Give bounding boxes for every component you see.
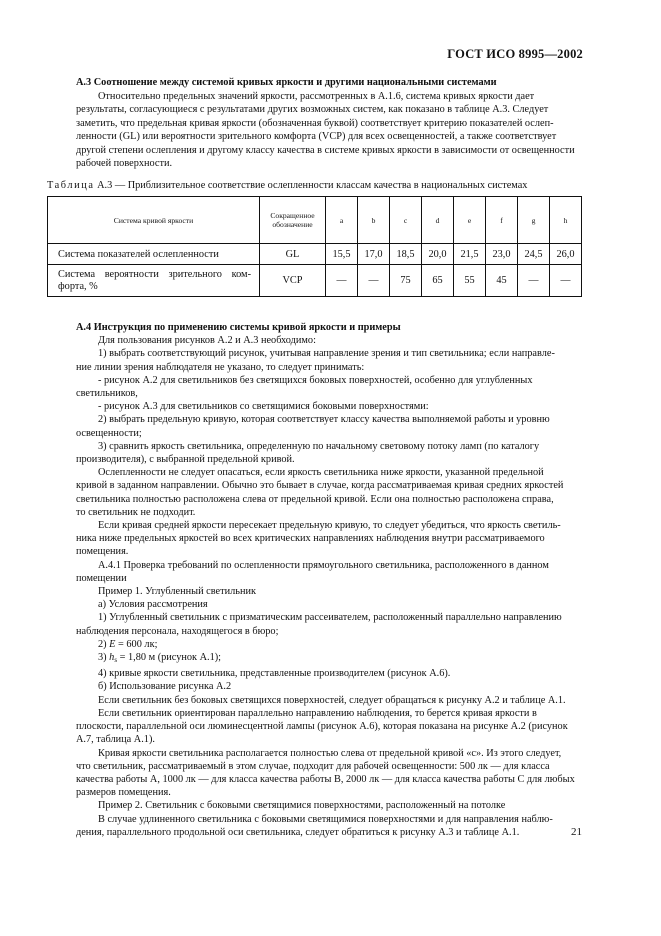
standard-header: ГОСТ ИСО 8995—2002 [447, 47, 583, 61]
text-line: помещения. [76, 546, 129, 558]
table-cell: — [326, 265, 358, 297]
table-cell: — [550, 265, 582, 297]
section-a3-heading: А.3 Соотношение между системой кривых яркости и другими национальными системами [76, 77, 497, 88]
table-caption [47, 180, 587, 191]
text-line: дения, параллельного продольной оси светильника, следует обратиться к рисунку А.3 и таблице А.1. [76, 826, 520, 838]
text-line: плоскости, параллельной оси люминесцентной лампы (рисунок А.6), которая показана на рисунке А.2 (рисунок [76, 721, 568, 733]
table-cell: 75 [390, 265, 422, 297]
text-line: результаты, согласующиеся с результатами других возможных систем, как показано в таблице А.3. Следует [76, 104, 549, 115]
text-line [76, 651, 583, 667]
table-cell: 17,0 [358, 244, 390, 265]
table-cell: 45 [486, 265, 518, 297]
text-line: 2) выбрать предельную кривую, которая соответствует классу качества выполняемой работы и уровню [98, 414, 550, 426]
row-abbr: GL [260, 244, 326, 265]
text-line: Ослепленности не следует опасаться, если яркость светильника ниже яркости, указанной предельной [98, 467, 544, 479]
table-cell: 15,5 [326, 244, 358, 265]
section-a4 [76, 321, 583, 839]
header-class: h [550, 197, 582, 244]
text-line: размеров помещения. [76, 787, 171, 799]
row-system: Система вероятности зрительного ком-форта, % [48, 265, 260, 297]
text-line: - рисунок А.2 для светильников без светящихся боковых поверхностей, особенно для углубленных [98, 374, 533, 386]
table-cell: 65 [422, 265, 454, 297]
text-line: светильников, [76, 388, 138, 400]
text-line: А.7, таблица А.1). [76, 734, 155, 746]
header-class: b [358, 197, 390, 244]
text-line: - рисунок А.3 для светильников со светящимися боковыми поверхностями: [98, 401, 429, 413]
variable-h: h [109, 652, 115, 664]
text-line: наблюдения персонала, находящегося в бюро; [76, 625, 279, 637]
text-line: 1) выбрать соответствующий рисунок, учитывая направление зрения и тип светильника; если направле- [98, 348, 555, 360]
table-cell: 55 [454, 265, 486, 297]
text-line: заметить, что предельная кривая яркости (обозначенная буквой) соответствует критерию показателей ослеп- [76, 117, 554, 129]
luminance-table [47, 196, 582, 297]
text-line: ленности (GL) или вероятности зрительного комфорта (VCP) для всех освещенностей, а также соответствует [76, 131, 557, 142]
header-class: f [486, 197, 518, 244]
text-fragment: = 600 лк; [118, 638, 158, 650]
text-line: Для пользования рисунков А.2 и А.3 необходимо: [98, 335, 316, 347]
text-fragment: 2) [98, 638, 107, 650]
text-line: Если кривая средней яркости пересекает предельную кривую, то следует убедиться, что яркость светиль- [98, 520, 561, 532]
row-abbr: VCP [260, 265, 326, 297]
header-system: Система кривой яркости [48, 197, 260, 244]
table-cell: 23,0 [486, 244, 518, 265]
table-cell: — [518, 265, 550, 297]
text-line: а) Условия рассмотрения [98, 599, 208, 611]
text-line: производителя), с выбранной предельной кривой. [76, 454, 295, 466]
table-caption-text: А.3 — Приблизительное соответствие ослепленности классам качества в национальных системах [97, 180, 528, 191]
text-line: качества работы А, 1000 лк — для класса качества работы В, 2000 лк — для класса качества работы С для любых [76, 773, 575, 785]
variable-e: E [109, 638, 116, 650]
section-a3 [76, 76, 583, 171]
text-line: помещении [76, 572, 127, 584]
text-line: что светильник, рассматриваемый в этом случае, подходит для рабочей освещенности: 500 лк — для класса [76, 760, 550, 772]
text-line: б) Использование рисунка А.2 [98, 681, 232, 693]
text-line: светильника полностью расположена слева от предельной кривой. Если она полностью расположена справа, [76, 493, 554, 505]
text-line: 4) кривые яркости светильника, представленные производителем (рисунок А.6). [98, 668, 451, 680]
header-class: d [422, 197, 454, 244]
text-line: 1) Углубленный светильник с призматическим рассеивателем, расположенный параллельно направлению [98, 612, 562, 624]
table-cell: 20,0 [422, 244, 454, 265]
table-cell: 21,5 [454, 244, 486, 265]
text-line: Кривая яркости светильника располагается полностью слева от предельной кривой «с». Из этого следует, [98, 747, 562, 759]
table-row [48, 265, 582, 297]
header-class: c [390, 197, 422, 244]
text-line: В случае удлиненного светильника с боковыми светящимися поверхностями и для направления наблю- [98, 813, 553, 825]
text-fragment: 3) [98, 652, 107, 664]
table-cell: 24,5 [518, 244, 550, 265]
text-line: 3) сравнить яркость светильника, определенную по начальному световому потоку ламп (по каталогу [98, 440, 540, 452]
text-line: другой степени ослепления и другому классу качества в системе кривых яркости в зависимости от освещенности [76, 144, 575, 156]
table-caption-prefix: Таблица [47, 180, 95, 191]
text-line: ние линии зрения наблюдателя не указано, то следует принимать: [76, 361, 365, 373]
text-line: ника ниже предельных яркостей во всех критических направлениях наблюдения внутри рассматриваемого [76, 533, 545, 545]
text-line: кривой в заданном направлении. Обычно это бывает в случае, когда рассматриваемая кривая средних яркостей [76, 480, 564, 492]
text-line: Если светильник без боковых светящихся поверхностей, следует обращаться к рисунку А.2 и таблице А.1. [98, 694, 566, 706]
header-class: a [326, 197, 358, 244]
text-line: рабочей поверхности. [76, 158, 173, 169]
text-line: то светильник не подходит. [76, 506, 196, 518]
header-class: g [518, 197, 550, 244]
table-cell: — [358, 265, 390, 297]
page-number: 21 [571, 826, 582, 838]
row-system: Система показателей ослепленности [48, 244, 260, 265]
table-header-row [48, 197, 582, 244]
section-a4-heading: А.4 Инструкция по применению системы кривой яркости и примеры [76, 322, 401, 333]
text-fragment: = 1,80 м (рисунок А.1); [119, 652, 222, 664]
variable-subscript: s [114, 656, 118, 665]
text-line: Относительно предельных значений яркости, рассмотренных в А.1.6, система кривых яркости дает [98, 90, 535, 102]
text-line: Если светильник ориентирован параллельно направлению наблюдения, то берется кривая яркости в [98, 707, 537, 719]
text-line: Пример 1. Углубленный светильник [98, 586, 256, 598]
text-line: Пример 2. Светильник с боковыми светящимися поверхностями, расположенный на потолке [98, 800, 506, 812]
header-class: e [454, 197, 486, 244]
table-cell: 26,0 [550, 244, 582, 265]
header-abbr: Сокращенное обозначение [260, 197, 326, 244]
text-line: освещенности; [76, 427, 142, 439]
table-cell: 18,5 [390, 244, 422, 265]
table-row [48, 244, 582, 265]
text-line: А.4.1 Проверка требований по ослепленности прямоугольного светильника, расположенного в данном [98, 559, 549, 571]
text-line [76, 638, 583, 651]
